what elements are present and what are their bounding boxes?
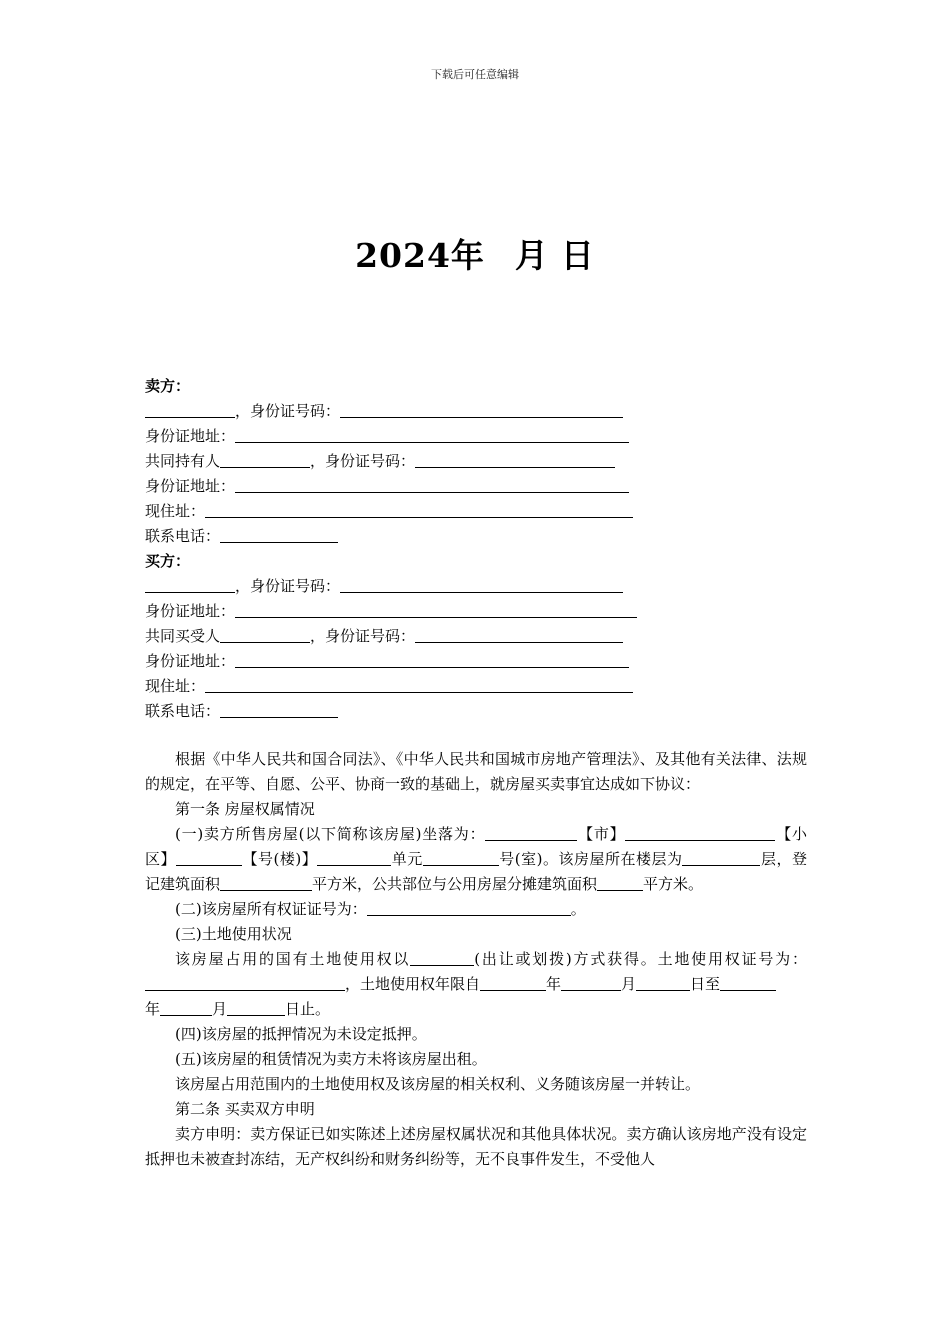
seller-name-blank[interactable] bbox=[145, 401, 235, 418]
buyer-phone-label: 联系电话： bbox=[145, 702, 221, 720]
article1-item3-title: (三)土地使用状况 bbox=[175, 925, 292, 943]
date-title bbox=[0, 230, 950, 277]
floor-blank[interactable] bbox=[682, 849, 732, 866]
seller-co-id-address-line bbox=[145, 474, 665, 499]
seller-current-address-blank[interactable] bbox=[205, 501, 633, 518]
seller-phone-line bbox=[145, 524, 665, 549]
seller-current-address-line bbox=[145, 499, 665, 524]
seller-id-address-label: 身份证地址： bbox=[145, 427, 236, 445]
buyer-current-address-line bbox=[145, 674, 665, 699]
seller-co-id-number-label: ，身份证号码： bbox=[310, 452, 416, 470]
article2-title: 第二条 买卖双方申明 bbox=[175, 1100, 315, 1118]
seller-phone-blank[interactable] bbox=[220, 526, 338, 543]
buyer-co-id-number-label: ，身份证号码： bbox=[310, 627, 416, 645]
buyer-name-line bbox=[145, 574, 665, 599]
seller-name-line bbox=[145, 399, 665, 424]
buyer-phone-blank[interactable] bbox=[220, 701, 338, 718]
date-year: 2024年 bbox=[355, 236, 485, 275]
ownership-cert-blank[interactable] bbox=[367, 899, 571, 916]
seller-co-holder-blank[interactable] bbox=[220, 451, 310, 468]
land-cert-blank[interactable] bbox=[145, 974, 345, 991]
seller-id-number-blank[interactable] bbox=[340, 401, 623, 418]
buyer-co-id-address-label: 身份证地址： bbox=[145, 652, 236, 670]
buyer-current-address-label: 现住址： bbox=[145, 677, 206, 695]
intro-paragraph: 根据《中华人民共和国合同法》、《中华人民共和国城市房地产管理法》、及其他有关法律、法规的规定，在平等、自愿、公平、协商一致的基础上，就房屋买卖事宜达成如下协议： bbox=[145, 750, 807, 793]
unit-blank[interactable] bbox=[423, 849, 499, 866]
buyer-section bbox=[145, 549, 665, 724]
seller-id-address-line bbox=[145, 424, 665, 449]
seller-co-id-address-blank[interactable] bbox=[235, 476, 629, 493]
article1-transfer: 该房屋占用范围内的土地使用权及该房屋的相关权利、义务随该房屋一并转让。 bbox=[175, 1075, 701, 1093]
seller-label: 卖方： bbox=[145, 377, 191, 395]
location-blank[interactable] bbox=[485, 824, 577, 841]
contract-body bbox=[145, 747, 807, 1172]
seller-id-address-blank[interactable] bbox=[235, 426, 629, 443]
article2-seller-statement: 卖方申明：卖方保证已如实陈述上述房屋权属状况和其他具体状况。卖方确认该房地产没有设定抵押也未被查封冻结，无产权纠纷和财务纠纷等，无不良事件发生，不受他人 bbox=[145, 1125, 807, 1168]
district-blank[interactable] bbox=[176, 849, 242, 866]
land-method-blank[interactable] bbox=[410, 949, 474, 966]
buyer-current-address-blank[interactable] bbox=[205, 676, 633, 693]
article1-item3: 该房屋占用的国有土地使用权以 (出让或划拨)方式获得。土地使用权证号为：，土地使用权年限自 年 月 日至 年 月 日止。 bbox=[145, 950, 807, 1018]
buyer-co-buyer-label: 共同买受人 bbox=[145, 627, 221, 645]
seller-section bbox=[145, 374, 665, 549]
article1-item1: (一)卖方所售房屋(以下简称该房屋)坐落为： 【市】 【小区】 【号(楼)】 单元 号(室)。该房屋所在楼层为 层，登记建筑面积 平方米，公共部位与公用房屋分摊建筑面积 平方米。 bbox=[145, 825, 807, 893]
buyer-id-address-blank[interactable] bbox=[235, 601, 637, 618]
building-blank[interactable] bbox=[317, 849, 391, 866]
article1-item2: (二)该房屋所有权证证号为： 。 bbox=[175, 900, 586, 918]
buyer-id-number-label: ，身份证号码： bbox=[235, 577, 341, 595]
date-day: 日 bbox=[560, 236, 595, 275]
seller-co-id-address-label: 身份证地址： bbox=[145, 477, 236, 495]
area-blank[interactable] bbox=[220, 874, 312, 891]
header-note: 下载后可任意编辑 bbox=[431, 68, 519, 81]
buyer-co-buyer-line bbox=[145, 624, 665, 649]
seller-co-id-number-blank[interactable] bbox=[415, 451, 615, 468]
article1-item4: (四)该房屋的抵押情况为未设定抵押。 bbox=[175, 1025, 427, 1043]
buyer-id-number-blank[interactable] bbox=[340, 576, 623, 593]
seller-co-holder-line bbox=[145, 449, 665, 474]
seller-id-number-label: ，身份证号码： bbox=[235, 402, 341, 420]
date-month: 月 bbox=[514, 236, 549, 275]
buyer-phone-line bbox=[145, 699, 665, 724]
buyer-name-blank[interactable] bbox=[145, 576, 235, 593]
seller-co-holder-label: 共同持有人 bbox=[145, 452, 221, 470]
article1-item5: (五)该房屋的租赁情况为卖方未将该房屋出租。 bbox=[175, 1050, 487, 1068]
buyer-co-id-address-blank[interactable] bbox=[235, 651, 629, 668]
seller-current-address-label: 现住址： bbox=[145, 502, 206, 520]
buyer-co-id-number-blank[interactable] bbox=[415, 626, 623, 643]
shared-area-blank[interactable] bbox=[597, 874, 643, 891]
buyer-label: 买方： bbox=[145, 552, 191, 570]
buyer-co-buyer-blank[interactable] bbox=[220, 626, 310, 643]
article1-title: 第一条 房屋权属情况 bbox=[175, 800, 315, 818]
buyer-id-address-label: 身份证地址： bbox=[145, 602, 236, 620]
buyer-id-address-line bbox=[145, 599, 665, 624]
seller-phone-label: 联系电话： bbox=[145, 527, 221, 545]
buyer-co-id-address-line bbox=[145, 649, 665, 674]
city-blank[interactable] bbox=[625, 824, 765, 841]
